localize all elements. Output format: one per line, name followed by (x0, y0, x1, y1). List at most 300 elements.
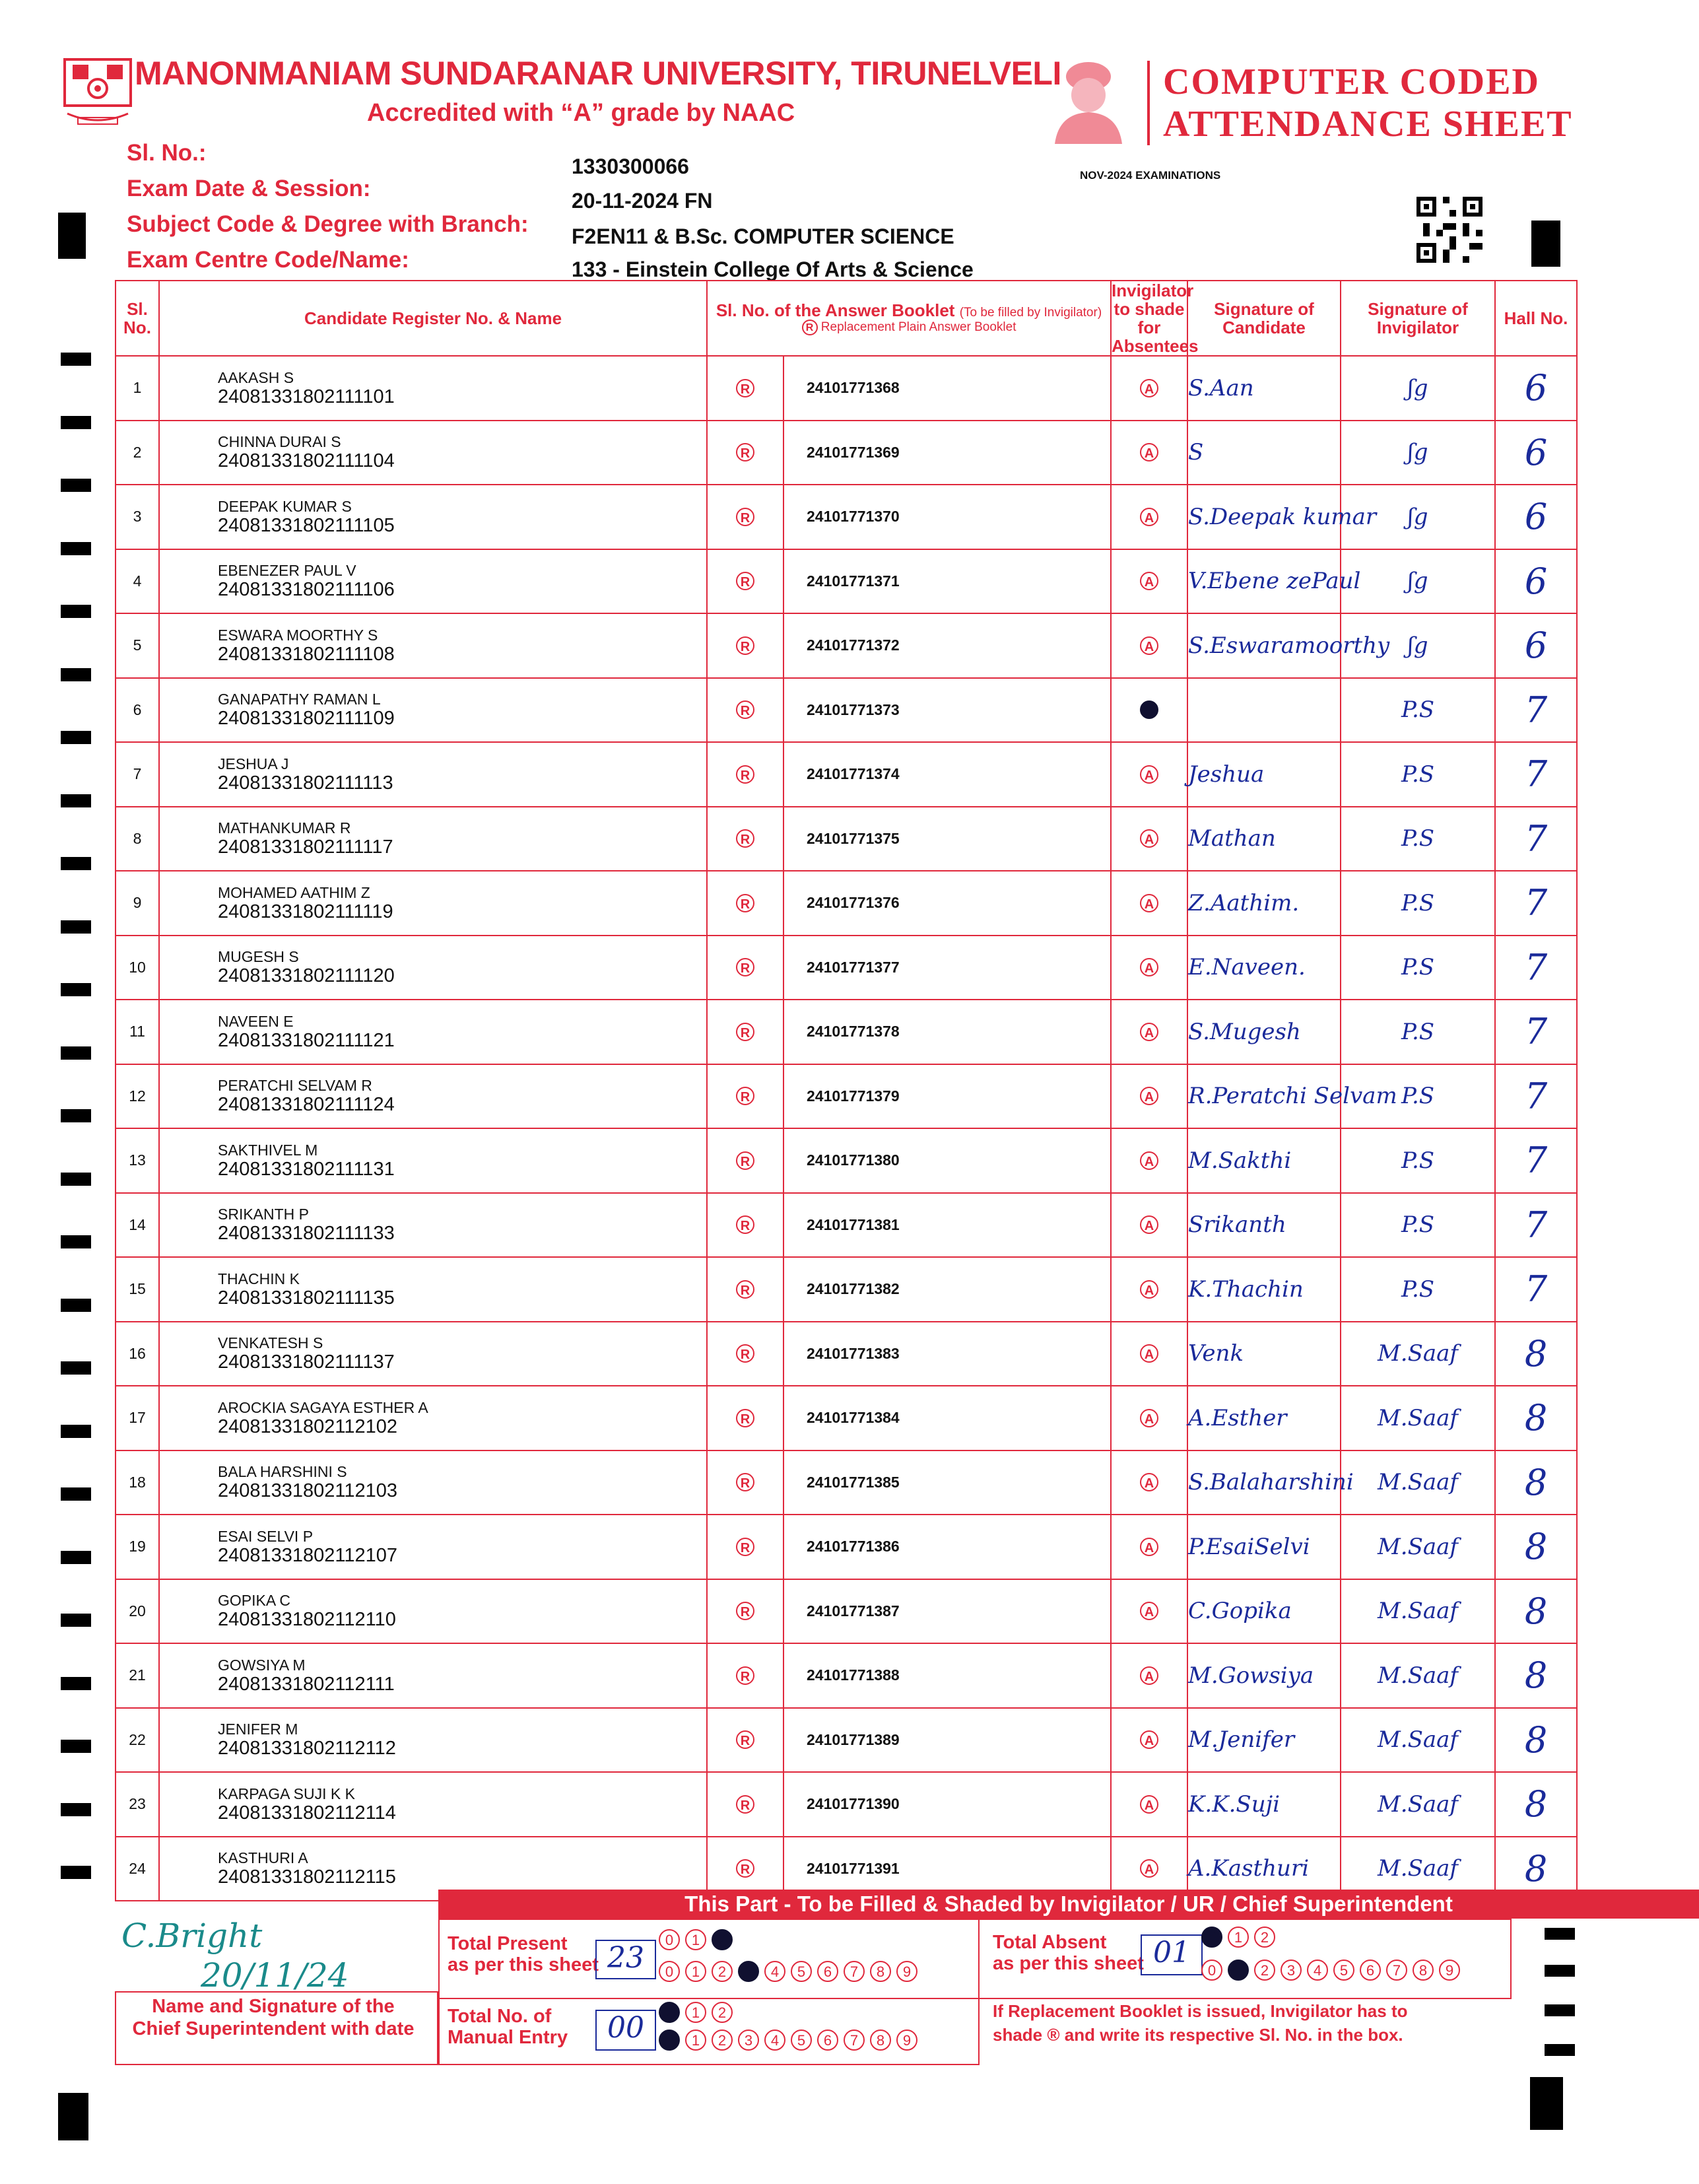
row-sl: 15 (116, 1257, 159, 1322)
candidate-signature: V.Ebene zePaul (1187, 549, 1341, 614)
digit-bubble[interactable]: 2 (712, 2002, 733, 2023)
row-candidate (159, 1708, 707, 1773)
cs-label-line2: Chief Superintendent with date (132, 2018, 415, 2039)
absent-bubble-icon[interactable]: A (1140, 1859, 1158, 1878)
replacement-bubble-icon[interactable]: R (736, 1795, 754, 1814)
timing-mark (61, 1173, 91, 1186)
digit-bubble[interactable]: 2 (1254, 1927, 1275, 1948)
row-sl: 17 (116, 1386, 159, 1450)
digit-bubble[interactable]: 5 (1333, 1960, 1354, 1981)
digit-bubble[interactable]: 0 (659, 1929, 680, 1950)
sheet-title-line1: COMPUTER CODED (1163, 61, 1540, 102)
row-candidate (159, 871, 707, 936)
row-absent[interactable] (1111, 807, 1187, 871)
booklet-number: 24101771388 (783, 1643, 1111, 1708)
absent-bubble-icon[interactable]: A (1140, 894, 1158, 912)
timing-mark (61, 920, 91, 934)
candidate-register-no: 24081331802112115 (218, 1866, 396, 1888)
booklet-number: 24101771382 (783, 1257, 1111, 1322)
invigilator-signature: ʃg (1341, 485, 1495, 549)
candidate-register-no: 24081331802111109 (218, 708, 395, 730)
candidate-name: MOHAMED AATHIM Z (218, 883, 370, 901)
row-absent[interactable] (1111, 871, 1187, 936)
digit-bubble[interactable]: 1 (685, 2002, 706, 2023)
row-candidate (159, 1000, 707, 1064)
replacement-bubble-icon[interactable]: R (736, 700, 754, 719)
row-absent[interactable] (1111, 678, 1187, 743)
candidate-register-no: 24081331802111133 (218, 1223, 395, 1245)
digit-bubble[interactable]: 7 (1386, 1960, 1407, 1981)
row-absent[interactable] (1111, 1257, 1187, 1322)
row-candidate (159, 613, 707, 678)
digit-bubble[interactable]: 8 (870, 2030, 891, 2051)
absent-bubble-icon[interactable]: A (1140, 443, 1158, 461)
summary-band-text: This Part - To be Filled & Shaded by Invigilator / UR / Chief Superintendent (684, 1892, 1453, 1916)
row-candidate (159, 1450, 707, 1515)
table-row (116, 1643, 1577, 1708)
timing-mark (58, 2093, 88, 2140)
row-sl: 13 (116, 1128, 159, 1193)
absent-bubble-icon[interactable]: A (1140, 1023, 1158, 1041)
row-sl: 24 (116, 1837, 159, 1901)
hall-number: 8 (1495, 1515, 1577, 1579)
row-replacement[interactable] (707, 1450, 783, 1515)
row-replacement[interactable] (707, 356, 783, 421)
row-replacement[interactable] (707, 1257, 783, 1322)
row-absent[interactable] (1111, 549, 1187, 614)
timing-mark (61, 794, 91, 807)
candidate-register-no: 24081331802111137 (218, 1351, 395, 1373)
table-row (116, 1322, 1577, 1386)
invigilator-signature: ʃg (1341, 356, 1495, 421)
replacement-bubble-icon[interactable]: R (736, 636, 754, 655)
absent-bubble-icon[interactable]: A (1140, 1087, 1158, 1105)
booklet-number: 24101771380 (783, 1128, 1111, 1193)
row-absent[interactable] (1111, 1450, 1187, 1515)
row-replacement[interactable] (707, 1000, 783, 1064)
row-replacement[interactable] (707, 421, 783, 485)
row-replacement[interactable] (707, 1193, 783, 1258)
absent-bubble-icon[interactable]: A (1140, 1409, 1158, 1427)
digit-bubble[interactable]: 3 (738, 2030, 759, 2051)
sheet-title (1163, 61, 1573, 145)
timing-mark (1530, 2077, 1563, 2130)
row-replacement[interactable] (707, 678, 783, 743)
founder-portrait-icon (1046, 57, 1131, 144)
cs-label-line1: Name and Signature of the (152, 1996, 395, 2017)
candidate-name: AROCKIA SAGAYA ESTHER A (218, 1398, 428, 1416)
digit-bubble[interactable]: 1 (685, 2030, 706, 2051)
present-tens-bubbles[interactable] (659, 1929, 733, 1950)
digit-bubble[interactable]: 0 (1201, 1960, 1222, 1981)
row-replacement[interactable] (707, 1708, 783, 1773)
chief-superintendent-signature (121, 1916, 349, 1995)
table-row (116, 742, 1577, 807)
timing-mark (1545, 1965, 1575, 1977)
replacement-bubble-icon[interactable]: R (736, 1859, 754, 1878)
candidate-name: MATHANKUMAR R (218, 819, 351, 837)
candidate-register-no: 24081331802111120 (218, 965, 395, 987)
replacement-bubble-icon[interactable]: R (736, 1280, 754, 1299)
absent-bubble-icon[interactable]: A (1140, 1151, 1158, 1170)
manual-units-bubbles[interactable] (659, 2030, 917, 2051)
hall-number: 7 (1495, 1128, 1577, 1193)
digit-bubble[interactable]: 5 (791, 1961, 812, 1982)
invigilator-signature: P.S (1341, 1000, 1495, 1064)
row-replacement[interactable] (707, 1322, 783, 1386)
digit-bubble[interactable]: 9 (896, 1961, 917, 1982)
absent-value[interactable]: 01 (1141, 1934, 1203, 1975)
row-replacement[interactable] (707, 1772, 783, 1837)
digit-bubble[interactable]: 3 (738, 1961, 759, 1982)
row-absent[interactable] (1111, 1643, 1187, 1708)
digit-bubble[interactable]: 1 (1228, 1927, 1249, 1948)
sheet-title-line2: ATTENDANCE SHEET (1163, 104, 1573, 145)
digit-bubble[interactable]: 4 (764, 1961, 785, 1982)
invigilator-signature: P.S (1341, 936, 1495, 1000)
invigilator-signature: ʃg (1341, 613, 1495, 678)
hall-number: 6 (1495, 356, 1577, 421)
centre-label: Exam Centre Code/Name: (127, 247, 409, 273)
candidate-register-no: 24081331802111124 (218, 1094, 395, 1116)
replacement-bubble-icon[interactable]: R (736, 1215, 754, 1234)
replacement-bubble-icon[interactable]: R (736, 572, 754, 590)
absent-label-line1: Total Absent (993, 1932, 1107, 1953)
replacement-bubble-icon[interactable]: R (736, 958, 754, 976)
replacement-bubble-icon[interactable]: R (736, 1602, 754, 1620)
row-sl: 12 (116, 1064, 159, 1129)
candidate-name: VENKATESH S (218, 1334, 323, 1352)
digit-bubble[interactable]: 2 (712, 2030, 733, 2051)
replacement-bubble-icon[interactable]: R (736, 1473, 754, 1491)
candidate-register-no: 24081331802111131 (218, 1158, 395, 1180)
candidate-register-no: 24081331802112102 (218, 1416, 398, 1437)
booklet-number: 24101771376 (783, 871, 1111, 936)
row-replacement[interactable] (707, 1128, 783, 1193)
row-absent[interactable] (1111, 1193, 1187, 1258)
digit-bubble[interactable]: 6 (817, 2030, 838, 2051)
digit-bubble[interactable]: 1 (685, 1961, 706, 1982)
digit-bubble[interactable]: 5 (791, 2030, 812, 2051)
row-absent[interactable] (1111, 742, 1187, 807)
table-row (116, 356, 1577, 421)
absent-bubble-icon[interactable]: A (1140, 636, 1158, 655)
digit-bubble[interactable]: 0 (659, 2030, 680, 2051)
row-replacement[interactable] (707, 549, 783, 614)
col-booklet-main: Sl. No. of the Answer Booklet (716, 300, 955, 320)
exam-date-label: Exam Date & Session: (127, 176, 371, 201)
absent-bubble-icon[interactable]: A (1140, 1666, 1158, 1685)
candidate-register-no: 24081331802111105 (218, 514, 395, 536)
replacement-bubble-icon[interactable]: R (736, 1666, 754, 1685)
booklet-number: 24101771389 (783, 1708, 1111, 1773)
row-candidate (159, 356, 707, 421)
candidate-signature: S.Balaharshini (1187, 1450, 1341, 1515)
table-row (116, 807, 1577, 871)
candidate-register-no: 24081331802112112 (218, 1738, 396, 1759)
replacement-note-line2: shade ® and write its respective Sl. No. in the box. (993, 2025, 1403, 2045)
attendance-table (115, 280, 1578, 1901)
timing-mark (61, 668, 91, 681)
row-replacement[interactable] (707, 1386, 783, 1450)
replacement-bubble-icon[interactable]: R (736, 1023, 754, 1041)
absent-bubble-icon[interactable]: A (1140, 1280, 1158, 1299)
digit-bubble[interactable]: 0 (659, 1961, 680, 1982)
col-booklet (707, 281, 1111, 356)
absent-bubble-icon[interactable]: A (1140, 508, 1158, 526)
absent-bubble-icon[interactable]: A (1140, 829, 1158, 848)
invigilator-signature: M.Saaf (1341, 1579, 1495, 1644)
row-replacement[interactable] (707, 871, 783, 936)
timing-mark (61, 353, 91, 366)
invigilator-signature: P.S (1341, 678, 1495, 743)
candidate-signature: K.Thachin (1187, 1257, 1341, 1322)
candidate-name: SRIKANTH P (218, 1206, 310, 1223)
digit-bubble[interactable]: 4 (1307, 1960, 1328, 1981)
digit-bubble[interactable]: 0 (1201, 1927, 1222, 1948)
exam-tag: NOV-2024 EXAMINATIONS (1080, 169, 1221, 182)
invigilator-signature: M.Saaf (1341, 1837, 1495, 1901)
row-candidate (159, 1772, 707, 1837)
cs-signature-text: C.Bright (121, 1917, 263, 1955)
subject-value: F2EN11 & B.Sc. COMPUTER SCIENCE (572, 224, 954, 248)
invigilator-signature: M.Saaf (1341, 1322, 1495, 1386)
hall-number: 6 (1495, 613, 1577, 678)
digit-bubble[interactable]: 8 (870, 1961, 891, 1982)
table-row (116, 678, 1577, 743)
table-row (116, 421, 1577, 485)
invigilator-signature: M.Saaf (1341, 1772, 1495, 1837)
digit-bubble[interactable]: 6 (817, 1961, 838, 1982)
candidate-signature: P.EsaiSelvi (1187, 1515, 1341, 1579)
replacement-bubble-icon[interactable]: R (736, 765, 754, 784)
candidate-name: GOWSIYA M (218, 1656, 306, 1674)
digit-bubble[interactable]: 0 (659, 2002, 680, 2023)
candidate-register-no: 24081331802112103 (218, 1480, 398, 1502)
hall-number: 7 (1495, 742, 1577, 807)
digit-bubble[interactable]: 1 (1228, 1960, 1249, 1981)
row-absent[interactable] (1111, 1579, 1187, 1644)
absent-bubble-icon[interactable]: A (1140, 1795, 1158, 1814)
candidate-name: ESAI SELVI P (218, 1527, 314, 1545)
table-row (116, 936, 1577, 1000)
table-row (116, 1193, 1577, 1258)
absent-bubble-icon[interactable]: A (1140, 1730, 1158, 1749)
candidate-signature: E.Naveen. (1187, 936, 1341, 1000)
booklet-number: 24101771385 (783, 1450, 1111, 1515)
row-replacement[interactable] (707, 807, 783, 871)
digit-bubble[interactable]: 8 (1413, 1960, 1434, 1981)
candidate-register-no: 24081331802111121 (218, 1029, 395, 1051)
replacement-bubble-icon[interactable]: R (736, 1409, 754, 1427)
candidate-name: EBENEZER PAUL V (218, 562, 356, 580)
absent-bubble-icon[interactable]: A (1140, 1538, 1158, 1556)
timing-mark (61, 1803, 91, 1816)
replacement-bubble-icon[interactable]: R (736, 379, 754, 397)
row-replacement[interactable] (707, 1643, 783, 1708)
candidate-register-no: 24081331802111135 (218, 1287, 395, 1309)
candidate-signature (1187, 678, 1341, 743)
hall-number: 7 (1495, 1257, 1577, 1322)
timing-mark (61, 1614, 91, 1627)
cs-label (115, 1995, 432, 2040)
table-row (116, 1708, 1577, 1773)
booklet-number: 24101771375 (783, 807, 1111, 871)
absent-bubble-icon[interactable]: A (1140, 1215, 1158, 1234)
row-candidate (159, 742, 707, 807)
booklet-number: 24101771391 (783, 1837, 1111, 1901)
row-sl: 9 (116, 871, 159, 936)
row-sl: 10 (116, 936, 159, 1000)
absent-bubble-icon[interactable]: A (1140, 958, 1158, 976)
digit-bubble[interactable]: 6 (1360, 1960, 1381, 1981)
timing-mark (61, 1487, 91, 1501)
row-sl: 23 (116, 1772, 159, 1837)
invigilator-signature: P.S (1341, 807, 1495, 871)
row-replacement[interactable] (707, 613, 783, 678)
row-replacement[interactable] (707, 1579, 783, 1644)
row-absent[interactable] (1111, 936, 1187, 1000)
row-sl: 3 (116, 485, 159, 549)
absent-bubble-icon[interactable]: A (1140, 1473, 1158, 1491)
digit-bubble[interactable]: 7 (844, 1961, 865, 1982)
manual-value[interactable]: 00 (595, 2010, 656, 2051)
table-row (116, 1128, 1577, 1193)
digit-bubble[interactable]: 9 (896, 2030, 917, 2051)
candidate-signature: M.Sakthi (1187, 1128, 1341, 1193)
replacement-bubble-icon[interactable]: R (736, 443, 754, 461)
digit-bubble[interactable]: 2 (712, 1961, 733, 1982)
sl-no-value: 1330300066 (572, 154, 689, 178)
replacement-bubble-icon[interactable]: R (736, 1538, 754, 1556)
replacement-circle-icon: R (802, 320, 818, 335)
hall-number: 8 (1495, 1450, 1577, 1515)
hall-number: 8 (1495, 1386, 1577, 1450)
row-sl: 6 (116, 678, 159, 743)
hall-number: 7 (1495, 936, 1577, 1000)
booklet-number: 24101771383 (783, 1322, 1111, 1386)
present-value[interactable]: 23 (595, 1940, 656, 1979)
table-row (116, 1579, 1577, 1644)
digit-bubble[interactable]: 1 (685, 1929, 706, 1950)
invigilator-signature: P.S (1341, 742, 1495, 807)
row-replacement[interactable] (707, 742, 783, 807)
replacement-bubble-icon[interactable]: R (736, 1151, 754, 1170)
invigilator-signature: M.Saaf (1341, 1708, 1495, 1773)
candidate-name: BALA HARSHINI S (218, 1463, 347, 1481)
invigilator-signature: P.S (1341, 871, 1495, 936)
timing-mark (58, 213, 86, 259)
booklet-number: 24101771390 (783, 1772, 1111, 1837)
digit-bubble[interactable]: 7 (844, 2030, 865, 2051)
row-absent[interactable] (1111, 1128, 1187, 1193)
row-absent[interactable] (1111, 613, 1187, 678)
row-absent[interactable] (1111, 1772, 1187, 1837)
absent-bubble-icon[interactable]: A (1140, 765, 1158, 784)
candidate-register-no: 24081331802111119 (218, 901, 393, 922)
row-sl: 22 (116, 1708, 159, 1773)
row-absent[interactable] (1111, 1386, 1187, 1450)
digit-bubble[interactable]: 4 (764, 2030, 785, 2051)
row-absent[interactable] (1111, 485, 1187, 549)
invigilator-signature: ʃg (1341, 549, 1495, 614)
row-absent[interactable] (1111, 1000, 1187, 1064)
timing-mark (1545, 1928, 1575, 1940)
booklet-number: 24101771373 (783, 678, 1111, 743)
row-candidate (159, 1579, 707, 1644)
timing-mark (61, 1677, 91, 1690)
candidate-name: MUGESH S (218, 948, 299, 966)
present-label-line1: Total Present (448, 1933, 568, 1954)
row-replacement[interactable] (707, 485, 783, 549)
replacement-bubble-icon[interactable]: R (736, 894, 754, 912)
present-label (448, 1933, 599, 1975)
hall-number: 7 (1495, 1064, 1577, 1129)
table-row (116, 1450, 1577, 1515)
digit-bubble[interactable]: 2 (712, 1929, 733, 1950)
row-absent[interactable] (1111, 1708, 1187, 1773)
manual-label-line1: Total No. of (448, 2006, 552, 2027)
row-absent[interactable] (1111, 421, 1187, 485)
candidate-name: KARPAGA SUJI K K (218, 1785, 355, 1802)
row-sl: 5 (116, 613, 159, 678)
present-units-bubbles[interactable] (659, 1961, 917, 1982)
row-replacement[interactable] (707, 1515, 783, 1579)
row-absent[interactable] (1111, 1322, 1187, 1386)
hall-number: 8 (1495, 1772, 1577, 1837)
row-replacement[interactable] (707, 1064, 783, 1129)
absent-bubble-icon[interactable]: A (1140, 700, 1158, 719)
booklet-number: 24101771387 (783, 1579, 1111, 1644)
absent-label-line2: as per this sheet (993, 1953, 1144, 1974)
absent-bubble-icon[interactable]: A (1140, 379, 1158, 397)
replacement-bubble-icon[interactable]: R (736, 1087, 754, 1105)
replacement-bubble-icon[interactable]: R (736, 1730, 754, 1749)
row-replacement[interactable] (707, 936, 783, 1000)
row-sl: 16 (116, 1322, 159, 1386)
digit-bubble[interactable]: 3 (1281, 1960, 1302, 1981)
table-row (116, 1000, 1577, 1064)
absent-bubble-icon[interactable]: A (1140, 1344, 1158, 1363)
manual-tens-bubbles[interactable] (659, 2002, 733, 2023)
digit-bubble[interactable]: 9 (1439, 1960, 1460, 1981)
absent-units-bubbles[interactable] (1201, 1960, 1460, 1981)
row-absent[interactable] (1111, 356, 1187, 421)
row-absent[interactable] (1111, 1064, 1187, 1129)
replacement-bubble-icon[interactable]: R (736, 1344, 754, 1363)
timing-mark (61, 1299, 91, 1312)
row-candidate (159, 1064, 707, 1129)
replacement-bubble-icon[interactable]: R (736, 829, 754, 848)
replacement-bubble-icon[interactable]: R (736, 508, 754, 526)
candidate-signature: Z.Aathim. (1187, 871, 1341, 936)
absent-bubble-icon[interactable]: A (1140, 1602, 1158, 1620)
timing-mark (61, 1551, 91, 1564)
col-sl: Sl. No. (116, 281, 159, 356)
candidate-signature: Srikanth (1187, 1193, 1341, 1258)
replacement-note (993, 1999, 1407, 2047)
row-candidate (159, 421, 707, 485)
col-cand-sig: Signature of Candidate (1187, 281, 1341, 356)
row-absent[interactable] (1111, 1515, 1187, 1579)
absent-tens-bubbles[interactable] (1201, 1927, 1275, 1948)
candidate-name: AAKASH S (218, 368, 294, 386)
timing-mark (61, 479, 91, 492)
table-row (116, 1772, 1577, 1837)
hall-number: 8 (1495, 1643, 1577, 1708)
absent-bubble-icon[interactable]: A (1140, 572, 1158, 590)
digit-bubble[interactable]: 2 (1254, 1960, 1275, 1981)
